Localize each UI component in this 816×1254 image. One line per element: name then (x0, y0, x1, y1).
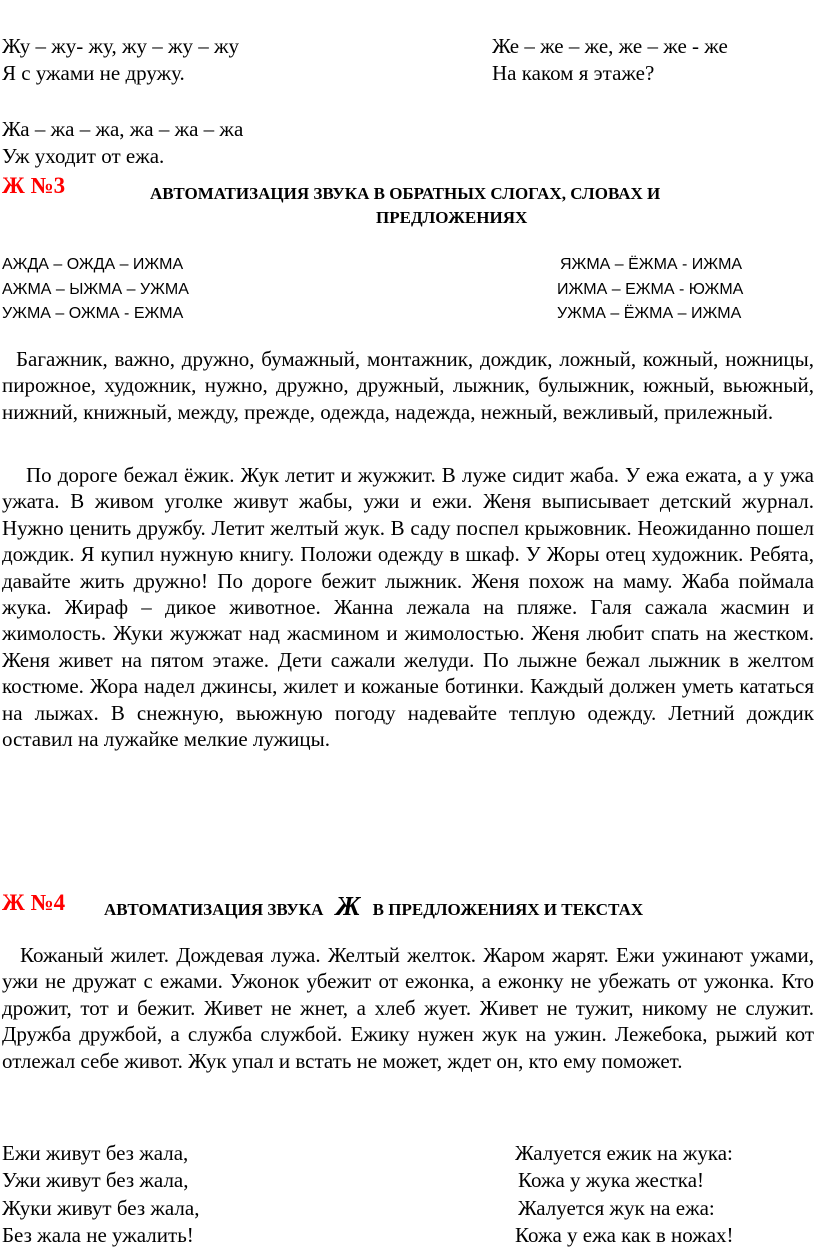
section4-title-a: АВТОМАТИЗАЦИЯ ЗВУКА (104, 900, 324, 919)
syllables-right-3: УЖМА – ЁЖМА – ИЖМА (557, 305, 742, 322)
syllables-left-2: АЖМА – ЫЖМА – УЖМА (2, 281, 189, 298)
poem-left-line-1: Ежи живут без жала, (2, 1141, 189, 1165)
section4-title-b: В ПРЕДЛОЖЕНИЯХ И ТЕКСТАХ (372, 900, 644, 919)
syllables-right-1: ЯЖМА – ЁЖМА - ИЖМА (560, 256, 743, 273)
rhyme-left-line-1: Жу – жу- жу, жу – жу – жу (2, 34, 239, 58)
section3-number: Ж №3 (2, 173, 66, 198)
section4-title-letter: Ж (335, 891, 361, 921)
section3-title-line-2: ПРЕДЛОЖЕНИЯХ (376, 208, 528, 227)
poem-right-line-4: Кожа у ежа как в ножах! (515, 1223, 734, 1247)
rhyme-left2-line-1: Жа – жа – жа, жа – жа – жа (2, 117, 244, 141)
words-paragraph: Багажник, важно, дружно, бумажный, монтажник, дождик, ложный, кожный, ножницы, пирожное, художник, нужно, дружно, дружный, лыжник, булыжник, южный, вьюжный, нижний, книжный, между, прежде, одежда, надежда, нежный, вежливый, прилежный. (2, 347, 814, 424)
poem-right-line-3: Жалуется жук на ежа: (518, 1196, 715, 1220)
poem-right-line-1: Жалуется ежик на жука: (515, 1141, 733, 1165)
poem-left-line-2: Ужи живут без жала, (2, 1168, 189, 1192)
sentences-paragraph: По дороге бежал ёжик. Жук летит и жужжит. В луже сидит жаба. У ежа ежата, а у ужа ужата. В живом уголке живут жабы, ужи и ежи. Женя выписывает детский журнал. Нужно ценить дружбу. Летит желтый жук. В саду поспел крыжовник. Неожиданно пошел дождик. Я купил нужную книгу. Положи одежду в шкаф. У Жоры отец художник. Ребята, давайте жить дружно! По дороге бежит лыжник. Женя похож на маму. Жаба поймала жука. Жираф – дикое животное. Жанна лежала на пляже. Галя сажала жасмин и жимолость. Жуки жужжат над жасмином и жимолостью. Женя любит спать на жестком. Женя живет на пятом этаже. Дети сажали желуди. По лыжне бежал лыжник в желтом костюме. Жора надел джинсы, жилет и кожаные ботинки. Каждый должен уметь кататься на лыжах. В снежную, вьюжную погоду надевайте теплую одежду. Летний дождик оставил на лужайке мелкие лужицы. (2, 463, 814, 752)
poem-right-line-2: Кожа у жука жестка! (518, 1168, 705, 1192)
section4-number: Ж №4 (2, 890, 66, 915)
rhyme-right-line-2: На каком я этаже? (492, 61, 655, 85)
syllables-left-1: АЖДА – ОЖДА – ИЖМА (2, 256, 184, 273)
syllables-right-2: ИЖМА – ЕЖМА - ЮЖМА (557, 281, 744, 298)
rhyme-left2-line-2: Уж уходит от ежа. (2, 144, 165, 168)
poem-left-line-4: Без жала не ужалить! (2, 1223, 194, 1247)
section4-text: Кожаный жилет. Дождевая лужа. Желтый желток. Жаром жарят. Ежи ужинают ужами, ужи не дружат с ежами. Ужонок убежит от ежонка, а ежонку не убежать от ужонка. Кто дрожит, тот и бежит. Живет не жнет, а хлеб жует. Живет не тужит, никому не служит. Дружба дружбой, а служба службой. Ежику нужен жук на ужин. Лежебока, рыжий кот отлежал себе живот. Жук упал и встать не может, ждет он, кто ему поможет. (2, 943, 814, 1073)
syllables-left-3: УЖМА – ОЖМА - ЕЖМА (2, 305, 184, 322)
section4-title (104, 891, 644, 921)
section3-title-line-1: АВТОМАТИЗАЦИЯ ЗВУКА В ОБРАТНЫХ СЛОГАХ, СЛОВАХ И (150, 184, 661, 203)
rhyme-left-line-2: Я с ужами не дружу. (2, 61, 185, 85)
rhyme-right-line-1: Же – же – же, же – же - же (492, 34, 728, 58)
poem-left-line-3: Жуки живут без жала, (2, 1196, 200, 1220)
